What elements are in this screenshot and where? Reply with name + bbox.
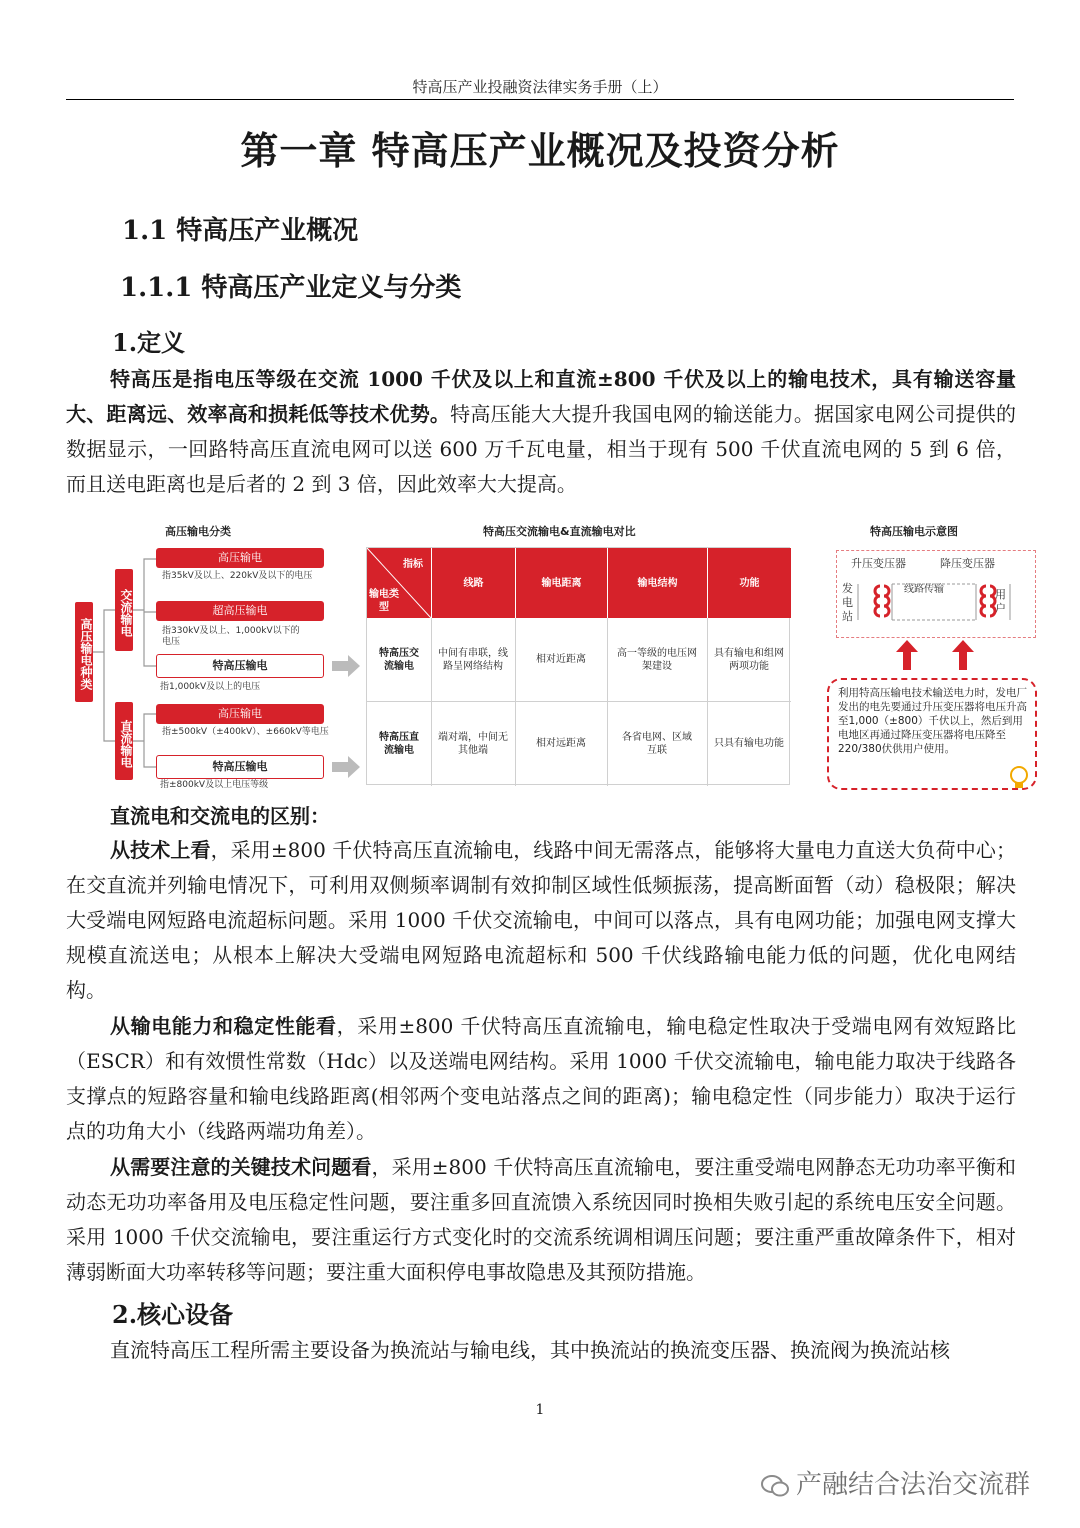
p3-text: ，采用±800 千伏特高压直流输电，要注重受端电网静态无功功率平衡和动态无功功率备用及电压稳定性问题，要注重多回直流馈入系统因同时换相失败引起的系统电压安全问题。采用 1000 千伏交流输电，要注重运行方式变化时的交流系统调相调压问题；要注重严重故障条件下，相对薄弱断面大功率转移等问题；要注重大面积停电事故隐患及其预防措施。 — [66, 1155, 1017, 1284]
lightbulb-icon — [1008, 765, 1030, 791]
step-down-label: 降压变压器 — [940, 557, 995, 570]
row-dc-cell-1: 端对端，中间无其他端 — [438, 731, 508, 756]
definition-heading: 1.定义 — [112, 328, 186, 357]
definition-bold: 特高压是指电压等级在交流 1000 千伏及以上和直流±800 千伏及以上的输电技术，具有输送容量大、距离远、效率高和损耗低等技术优势。 — [66, 367, 1016, 426]
difference-paragraph-3 — [66, 1150, 1016, 1290]
running-header: 特高压产业投融资法律实务手册（上） — [412, 78, 668, 96]
row-dc-type: 特高压直流输电 — [379, 731, 419, 756]
header-rule — [66, 99, 1014, 100]
row-ac-cell-2: 相对近距离 — [536, 654, 586, 665]
p2-text: ，采用±800 千伏特高压直流输电，输电稳定性取决于受端电网有效短路比（ESCR）和有效惯性常数（Hdc）以及送端电网结构。采用 1000 千伏交流输电，输电能力取决于线路各支撑点的短路容量和输电线路距离(相邻两个变电站落点之间的距离)；输电稳定性（同步能力）取决于运行点的功角大小（线路两端功角差）。 — [66, 1014, 1017, 1143]
table-title: 特高压交流输电&直流输电对比 — [483, 525, 636, 538]
ac-item-3: 特高压输电 — [156, 654, 324, 678]
chapter-title: 第一章 特高压产业概况及投资分析 — [240, 128, 840, 173]
ac-item-3-desc: 指1,000kV及以上的电压 — [160, 682, 261, 692]
schematic-title: 特高压输电示意图 — [870, 525, 958, 538]
arrow-ac-icon — [332, 655, 362, 677]
transformer-diagram — [836, 572, 1036, 632]
dc-item-1: 高压输电 — [156, 704, 324, 724]
difference-heading: 直流电和交流电的区别： — [110, 804, 330, 828]
ac-item-2: 超高压输电 — [156, 601, 324, 621]
row-dc-cell-2: 相对远距离 — [536, 738, 586, 749]
p3-bold: 从需要注意的关键技术问题看 — [110, 1155, 372, 1179]
row-ac-cell-3: 高一等级的电压网架建设 — [617, 647, 697, 672]
row-ac-type: 特高压交流输电 — [379, 647, 419, 672]
note-text: 利用特高压输电技术输送电力时，发电厂发出的电先要通过升压变压器将电压升高至1,000（±800）千伏以上，然后到用电地区再通过降压变压器将电压降至220/380伏供用户使用。 — [838, 687, 1027, 755]
watermark — [760, 1464, 1030, 1501]
corner-bottom-label: 输电类型 — [369, 589, 399, 613]
root-label: 高压输电种类 — [75, 602, 93, 702]
p2-bold: 从输电能力和稳定性能看 — [110, 1014, 337, 1038]
step-up-label: 升压变压器 — [851, 557, 906, 570]
line-label: 线路传输 — [904, 584, 944, 595]
p1-text: ，采用±800 千伏特高压直流输电，线路中间无需落点，能够将大量电力直送大负荷中心；在交直流并列输电情况下，可利用双侧频率调制有效抑制区域性低频振荡，提高断面暂（动）稳极限；解决大受端电网短路电流超标问题。采用 1000 千伏交流输电，中间可以落点，具有电网功能；加强电网支撑大规模直流送电；从根本上解决大受端电网短路电流超标和 500 千伏线路输电能力低的问题，优化电网结构。 — [66, 838, 1016, 1002]
wechat-icon — [760, 1473, 790, 1499]
difference-paragraph-1 — [66, 833, 1016, 1008]
watermark-text: 产融结合法治交流群 — [796, 1470, 1031, 1500]
ac-label: 交流输电 — [115, 569, 133, 651]
p1-bold: 从技术上看 — [110, 838, 211, 862]
row-ac-cell-4: 具有输电和组网两项功能 — [714, 647, 784, 672]
core-paragraph: 直流特高压工程所需主要设备为换流站与输电线，其中换流站的换流变压器、换流阀为换流站核 — [110, 1338, 950, 1362]
comparison-table — [366, 547, 790, 785]
figure-transmission — [70, 512, 1040, 797]
row-dc-cell-3: 各省电网、区域互联 — [622, 731, 692, 756]
dc-item-2: 特高压输电 — [156, 755, 324, 779]
table-header-2: 输电距离 — [515, 548, 607, 618]
difference-paragraph-2 — [66, 1009, 1016, 1149]
plant-label: 发电站 — [842, 582, 853, 623]
dc-item-1-desc: 指±500kV（±400kV）、±660kV等电压 — [162, 727, 329, 737]
page-number: 1 — [535, 1402, 545, 1418]
subsection-heading: 1.1.1 特高压产业定义与分类 — [120, 273, 462, 303]
ac-item-2-desc: 指330kV及以上、1,000kV以下的电压 — [162, 626, 300, 647]
ac-item-1: 高压输电 — [156, 548, 324, 568]
table-header-1: 线路 — [431, 548, 515, 618]
user-label: 用户 — [995, 588, 1006, 615]
section-heading: 1.1 特高压产业概况 — [122, 216, 359, 246]
corner-top-label: 指标 — [403, 558, 423, 570]
table-header-4: 功能 — [707, 548, 791, 618]
definition-paragraph — [66, 362, 1016, 502]
figure-left-title: 高压输电分类 — [165, 525, 231, 538]
dc-label: 直流输电 — [115, 702, 133, 780]
up-arrow-icon — [896, 640, 918, 670]
core-heading: 2.核心设备 — [112, 1300, 234, 1329]
ac-item-1-desc: 指35kV及以上、220kV及以下的电压 — [162, 571, 313, 581]
table-header-3: 输电结构 — [607, 548, 707, 618]
arrow-dc-icon — [332, 756, 362, 778]
dc-item-2-desc: 指±800kV及以上电压等级 — [160, 780, 269, 790]
row-dc-cell-4: 只具有输电功能 — [714, 738, 784, 749]
up-arrow-icon-2 — [952, 640, 974, 670]
definition-text: 特高压能大大提升我国电网的输送能力。据国家电网公司提供的数据显示，一回路特高压直流电网可以送 600 万千瓦电量，相当于现有 500 千伏直流电网的 5 到 6 倍，而且送电距离也是后者的 2 到 3 倍，因此效率大大提高。 — [66, 402, 1017, 496]
row-ac-cell-1: 中间有串联，线路呈网络结构 — [438, 647, 508, 672]
